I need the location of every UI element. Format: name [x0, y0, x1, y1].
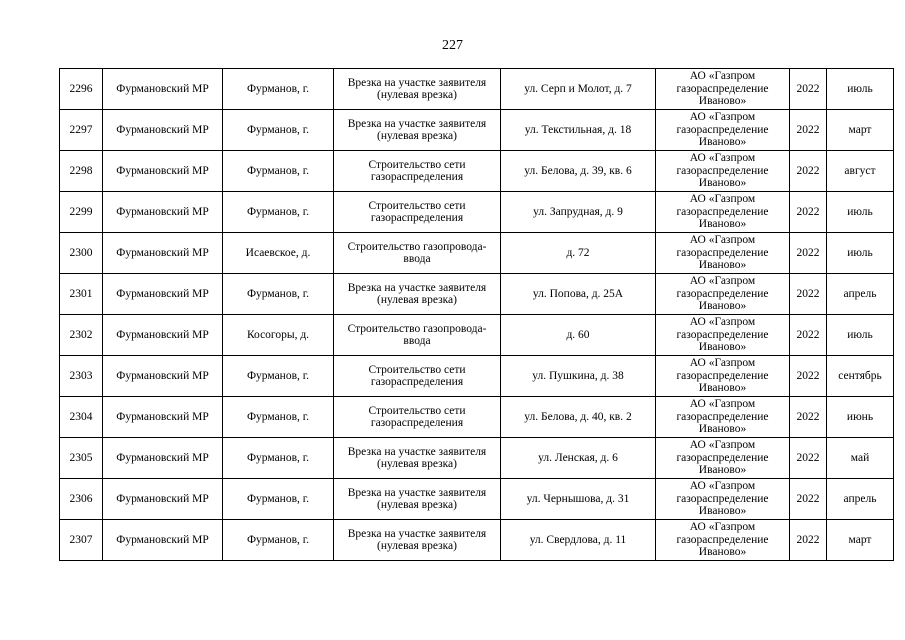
table-row [60, 151, 894, 192]
month-cell: август [827, 151, 894, 192]
gasification-table [59, 68, 894, 561]
district-cell: Фурмановский МР [103, 233, 223, 274]
address-cell: ул. Белова, д. 40, кв. 2 [501, 397, 656, 438]
settlement-cell: Фурманов, г. [223, 110, 334, 151]
row-number-cell: 2306 [60, 479, 103, 520]
month-cell: июль [827, 233, 894, 274]
year-cell: 2022 [790, 438, 827, 479]
year-cell: 2022 [790, 192, 827, 233]
row-number-cell: 2301 [60, 274, 103, 315]
table-row [60, 69, 894, 110]
work-type-cell: Строительство газопровода- ввода [334, 233, 501, 274]
month-cell: июль [827, 69, 894, 110]
table-row [60, 315, 894, 356]
year-cell: 2022 [790, 520, 827, 561]
district-cell: Фурмановский МР [103, 479, 223, 520]
row-number-cell: 2300 [60, 233, 103, 274]
table-row [60, 479, 894, 520]
district-cell: Фурмановский МР [103, 69, 223, 110]
settlement-cell: Фурманов, г. [223, 151, 334, 192]
settlement-cell: Фурманов, г. [223, 438, 334, 479]
row-number-cell: 2297 [60, 110, 103, 151]
organization-cell: АО «Газпром газораспределение Иваново» [656, 438, 790, 479]
table-row [60, 397, 894, 438]
settlement-cell: Исаевское, д. [223, 233, 334, 274]
settlement-cell: Фурманов, г. [223, 479, 334, 520]
organization-cell: АО «Газпром газораспределение Иваново» [656, 192, 790, 233]
settlement-cell: Фурманов, г. [223, 192, 334, 233]
year-cell: 2022 [790, 479, 827, 520]
year-cell: 2022 [790, 274, 827, 315]
year-cell: 2022 [790, 110, 827, 151]
month-cell: апрель [827, 274, 894, 315]
month-cell: июль [827, 315, 894, 356]
work-type-cell: Врезка на участке заявителя (нулевая врезка) [334, 520, 501, 561]
month-cell: май [827, 438, 894, 479]
row-number-cell: 2303 [60, 356, 103, 397]
year-cell: 2022 [790, 151, 827, 192]
row-number-cell: 2299 [60, 192, 103, 233]
work-type-cell: Строительство сети газораспределения [334, 397, 501, 438]
row-number-cell: 2296 [60, 69, 103, 110]
month-cell: март [827, 520, 894, 561]
year-cell: 2022 [790, 397, 827, 438]
row-number-cell: 2307 [60, 520, 103, 561]
year-cell: 2022 [790, 69, 827, 110]
month-cell: июнь [827, 397, 894, 438]
month-cell: март [827, 110, 894, 151]
district-cell: Фурмановский МР [103, 315, 223, 356]
work-type-cell: Врезка на участке заявителя (нулевая врезка) [334, 479, 501, 520]
district-cell: Фурмановский МР [103, 356, 223, 397]
row-number-cell: 2302 [60, 315, 103, 356]
organization-cell: АО «Газпром газораспределение Иваново» [656, 479, 790, 520]
year-cell: 2022 [790, 315, 827, 356]
organization-cell: АО «Газпром газораспределение Иваново» [656, 151, 790, 192]
settlement-cell: Фурманов, г. [223, 69, 334, 110]
month-cell: июль [827, 192, 894, 233]
district-cell: Фурмановский МР [103, 274, 223, 315]
settlement-cell: Фурманов, г. [223, 356, 334, 397]
address-cell: д. 60 [501, 315, 656, 356]
organization-cell: АО «Газпром газораспределение Иваново» [656, 274, 790, 315]
table-row [60, 233, 894, 274]
work-type-cell: Врезка на участке заявителя (нулевая врезка) [334, 438, 501, 479]
address-cell: ул. Запрудная, д. 9 [501, 192, 656, 233]
settlement-cell: Фурманов, г. [223, 520, 334, 561]
address-cell: ул. Ленская, д. 6 [501, 438, 656, 479]
table-row [60, 356, 894, 397]
table-row [60, 274, 894, 315]
work-type-cell: Врезка на участке заявителя (нулевая врезка) [334, 274, 501, 315]
row-number-cell: 2298 [60, 151, 103, 192]
organization-cell: АО «Газпром газораспределение Иваново» [656, 110, 790, 151]
address-cell: ул. Текстильная, д. 18 [501, 110, 656, 151]
address-cell: ул. Попова, д. 25А [501, 274, 656, 315]
organization-cell: АО «Газпром газораспределение Иваново» [656, 233, 790, 274]
settlement-cell: Фурманов, г. [223, 397, 334, 438]
row-number-cell: 2305 [60, 438, 103, 479]
settlement-cell: Косогоры, д. [223, 315, 334, 356]
page-number: 227 [442, 38, 463, 53]
table-row [60, 192, 894, 233]
table-body [60, 69, 894, 561]
organization-cell: АО «Газпром газораспределение Иваново» [656, 397, 790, 438]
organization-cell: АО «Газпром газораспределение Иваново» [656, 315, 790, 356]
organization-cell: АО «Газпром газораспределение Иваново» [656, 356, 790, 397]
address-cell: ул. Серп и Молот, д. 7 [501, 69, 656, 110]
table-row [60, 438, 894, 479]
district-cell: Фурмановский МР [103, 110, 223, 151]
address-cell: ул. Белова, д. 39, кв. 6 [501, 151, 656, 192]
work-type-cell: Строительство сети газораспределения [334, 356, 501, 397]
district-cell: Фурмановский МР [103, 438, 223, 479]
work-type-cell: Врезка на участке заявителя (нулевая врезка) [334, 69, 501, 110]
work-type-cell: Строительство сети газораспределения [334, 151, 501, 192]
month-cell: сентябрь [827, 356, 894, 397]
district-cell: Фурмановский МР [103, 397, 223, 438]
address-cell: д. 72 [501, 233, 656, 274]
district-cell: Фурмановский МР [103, 192, 223, 233]
table-row [60, 110, 894, 151]
month-cell: апрель [827, 479, 894, 520]
organization-cell: АО «Газпром газораспределение Иваново» [656, 520, 790, 561]
work-type-cell: Строительство газопровода- ввода [334, 315, 501, 356]
district-cell: Фурмановский МР [103, 520, 223, 561]
organization-cell: АО «Газпром газораспределение Иваново» [656, 69, 790, 110]
work-type-cell: Врезка на участке заявителя (нулевая врезка) [334, 110, 501, 151]
row-number-cell: 2304 [60, 397, 103, 438]
settlement-cell: Фурманов, г. [223, 274, 334, 315]
address-cell: ул. Чернышова, д. 31 [501, 479, 656, 520]
year-cell: 2022 [790, 233, 827, 274]
district-cell: Фурмановский МР [103, 151, 223, 192]
work-type-cell: Строительство сети газораспределения [334, 192, 501, 233]
address-cell: ул. Свердлова, д. 11 [501, 520, 656, 561]
year-cell: 2022 [790, 356, 827, 397]
address-cell: ул. Пушкина, д. 38 [501, 356, 656, 397]
table-row [60, 520, 894, 561]
